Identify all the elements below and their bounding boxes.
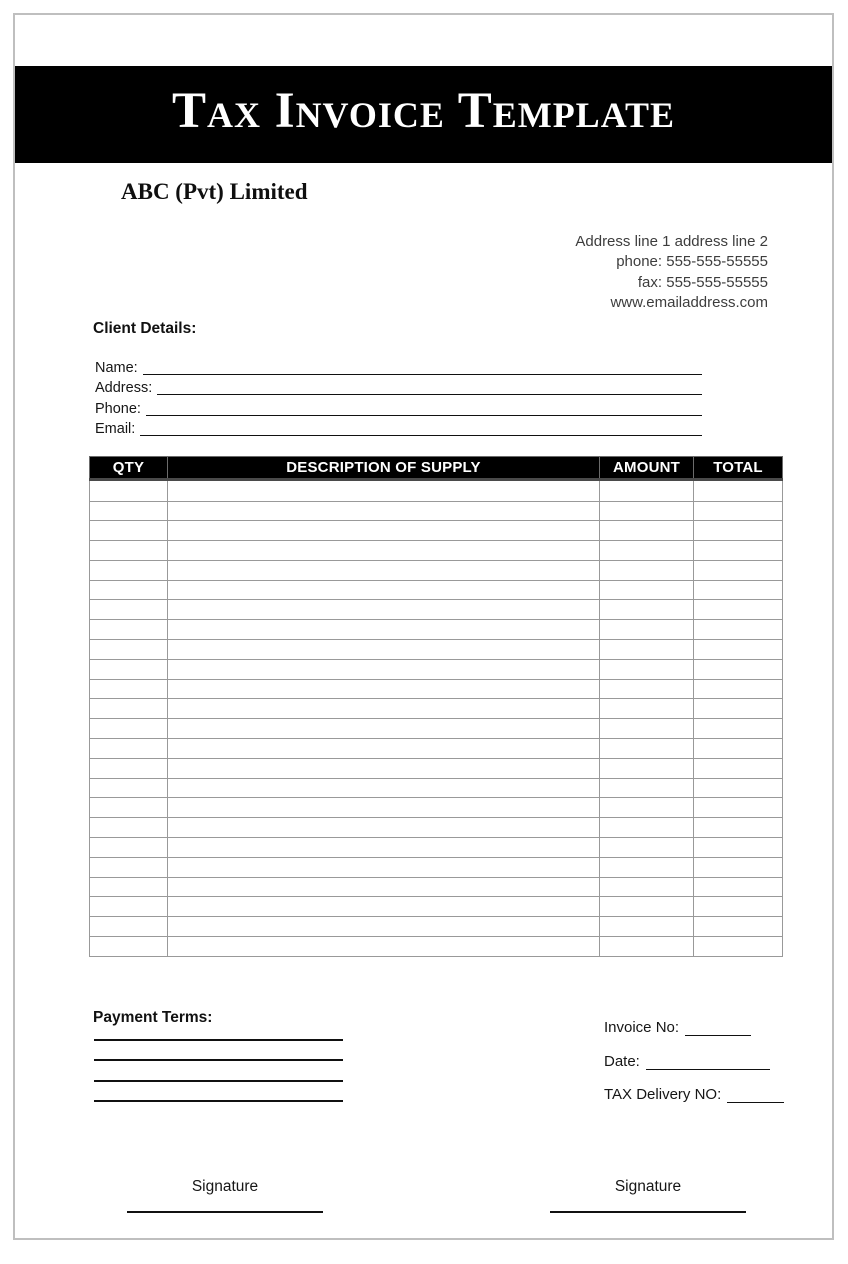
table-cell[interactable]	[600, 501, 694, 521]
table-cell[interactable]	[168, 897, 600, 917]
table-cell[interactable]	[694, 541, 783, 561]
table-cell[interactable]	[600, 937, 694, 957]
table-cell[interactable]	[600, 521, 694, 541]
table-row	[90, 501, 783, 521]
contact-block	[575, 232, 768, 313]
table-cell[interactable]	[694, 521, 783, 541]
table-cell[interactable]	[600, 838, 694, 858]
table-cell[interactable]	[168, 580, 600, 600]
table-cell[interactable]	[694, 480, 783, 502]
table-cell[interactable]	[168, 560, 600, 580]
table-cell[interactable]	[168, 917, 600, 937]
table-cell[interactable]	[168, 620, 600, 640]
table-cell[interactable]	[600, 798, 694, 818]
table-cell[interactable]	[600, 580, 694, 600]
table-cell[interactable]	[90, 521, 168, 541]
table-cell[interactable]	[168, 541, 600, 561]
table-row	[90, 917, 783, 937]
table-row	[90, 857, 783, 877]
invoice-page	[13, 13, 834, 1240]
table-cell[interactable]	[600, 640, 694, 660]
table-cell[interactable]	[600, 699, 694, 719]
table-cell[interactable]	[168, 679, 600, 699]
table-cell[interactable]	[694, 877, 783, 897]
table-cell[interactable]	[600, 541, 694, 561]
table-cell[interactable]	[168, 501, 600, 521]
table-cell[interactable]	[90, 679, 168, 699]
table-row	[90, 877, 783, 897]
table-cell[interactable]	[694, 659, 783, 679]
client-fields	[95, 356, 702, 438]
payment-terms-line[interactable]	[94, 1061, 343, 1082]
table-cell[interactable]	[600, 778, 694, 798]
table-row	[90, 719, 783, 739]
table-cell[interactable]	[90, 719, 168, 739]
table-cell[interactable]	[168, 739, 600, 759]
payment-terms-line[interactable]	[94, 1082, 343, 1103]
table-cell[interactable]	[168, 640, 600, 660]
table-row	[90, 620, 783, 640]
table-cell[interactable]	[168, 877, 600, 897]
table-cell[interactable]	[168, 758, 600, 778]
table-cell[interactable]	[168, 521, 600, 541]
payment-terms-line[interactable]	[94, 1020, 343, 1041]
table-row	[90, 480, 783, 502]
invoice-meta-block	[604, 1019, 784, 1120]
client-address-label: Address:	[95, 380, 153, 397]
signature-left-label: Signature	[191, 1178, 259, 1195]
table-cell[interactable]	[694, 917, 783, 937]
table-cell[interactable]	[694, 600, 783, 620]
table-cell[interactable]	[168, 798, 600, 818]
client-address-line[interactable]	[157, 381, 702, 395]
contact-fax: fax: 555-555-55555	[637, 273, 768, 291]
table-cell[interactable]	[90, 640, 168, 660]
table-row	[90, 897, 783, 917]
signature-left-line[interactable]	[127, 1211, 323, 1213]
table-cell[interactable]	[168, 838, 600, 858]
table-row	[90, 541, 783, 561]
column-header: DESCRIPTION OF SUPPLY	[168, 457, 600, 480]
client-email-label: Email:	[95, 421, 136, 438]
table-cell[interactable]	[600, 897, 694, 917]
table-cell[interactable]	[600, 758, 694, 778]
table-row	[90, 937, 783, 957]
table-cell[interactable]	[600, 659, 694, 679]
table-cell[interactable]	[90, 541, 168, 561]
table-cell[interactable]	[90, 480, 168, 502]
contact-website: www.emailaddress.com	[610, 293, 768, 311]
table-row	[90, 679, 783, 699]
table-cell[interactable]	[90, 758, 168, 778]
signature-right-line[interactable]	[550, 1211, 746, 1213]
table-cell[interactable]	[90, 897, 168, 917]
table-cell[interactable]	[90, 877, 168, 897]
table-cell[interactable]	[694, 897, 783, 917]
table-cell[interactable]	[90, 659, 168, 679]
table-cell[interactable]	[90, 798, 168, 818]
table-cell[interactable]	[694, 778, 783, 798]
client-email-line[interactable]	[140, 422, 702, 436]
table-cell[interactable]	[694, 501, 783, 521]
signature-block-left	[127, 1178, 323, 1213]
table-cell[interactable]	[90, 937, 168, 957]
table-cell[interactable]	[694, 580, 783, 600]
client-name-field	[95, 356, 702, 377]
table-cell[interactable]	[600, 560, 694, 580]
table-cell[interactable]	[694, 818, 783, 838]
signature-block-right	[550, 1178, 746, 1213]
table-cell[interactable]	[90, 917, 168, 937]
table-cell[interactable]	[600, 818, 694, 838]
table-row	[90, 560, 783, 580]
items-table-body	[90, 480, 783, 957]
table-cell[interactable]	[694, 937, 783, 957]
table-cell[interactable]	[694, 719, 783, 739]
table-row	[90, 580, 783, 600]
table-cell[interactable]	[694, 739, 783, 759]
table-cell[interactable]	[694, 699, 783, 719]
date-label: Date:	[604, 1052, 640, 1070]
table-row	[90, 758, 783, 778]
payment-terms-heading: Payment Terms:	[93, 1009, 213, 1026]
table-row	[90, 798, 783, 818]
table-cell[interactable]	[168, 719, 600, 739]
tax-delivery-line[interactable]	[727, 1091, 784, 1103]
client-name-line[interactable]	[143, 361, 702, 375]
payment-terms-lines	[94, 1020, 343, 1102]
table-cell[interactable]	[694, 857, 783, 877]
table-cell[interactable]	[90, 818, 168, 838]
payment-terms-line[interactable]	[94, 1041, 343, 1062]
table-cell[interactable]	[600, 877, 694, 897]
column-header: AMOUNT	[600, 457, 694, 480]
table-cell[interactable]	[90, 838, 168, 858]
table-cell[interactable]	[694, 640, 783, 660]
table-row	[90, 521, 783, 541]
table-cell[interactable]	[90, 778, 168, 798]
table-cell[interactable]	[90, 501, 168, 521]
client-phone-line[interactable]	[146, 402, 702, 416]
table-cell[interactable]	[168, 818, 600, 838]
table-cell[interactable]	[168, 857, 600, 877]
table-cell[interactable]	[694, 838, 783, 858]
table-cell[interactable]	[90, 560, 168, 580]
column-header: QTY	[90, 457, 168, 480]
table-cell[interactable]	[168, 480, 600, 502]
table-cell[interactable]	[90, 699, 168, 719]
date-field	[604, 1053, 784, 1070]
table-cell[interactable]	[90, 857, 168, 877]
signature-right-label: Signature	[614, 1178, 682, 1195]
items-table	[89, 456, 783, 957]
client-details-heading: Client Details:	[93, 320, 197, 337]
table-cell[interactable]	[694, 560, 783, 580]
table-cell[interactable]	[90, 739, 168, 759]
table-cell[interactable]	[168, 600, 600, 620]
table-cell[interactable]	[694, 620, 783, 640]
table-cell[interactable]	[168, 937, 600, 957]
table-cell[interactable]	[694, 679, 783, 699]
table-cell[interactable]	[168, 699, 600, 719]
table-cell[interactable]	[600, 739, 694, 759]
table-row	[90, 778, 783, 798]
table-cell[interactable]	[600, 719, 694, 739]
table-cell[interactable]	[600, 600, 694, 620]
table-cell[interactable]	[694, 758, 783, 778]
column-header: TOTAL	[694, 457, 783, 480]
table-row	[90, 640, 783, 660]
table-cell[interactable]	[694, 798, 783, 818]
table-cell[interactable]	[90, 600, 168, 620]
table-cell[interactable]	[600, 480, 694, 502]
company-name: ABC (Pvt) Limited	[121, 179, 308, 204]
date-line[interactable]	[646, 1058, 770, 1070]
client-name-label: Name:	[95, 359, 138, 376]
table-row	[90, 600, 783, 620]
table-cell[interactable]	[90, 620, 168, 640]
page-title: Tax Invoice Template	[171, 83, 676, 139]
title-banner	[15, 66, 832, 163]
invoice-no-field	[604, 1019, 784, 1036]
client-address-field	[95, 377, 702, 398]
invoice-no-label: Invoice No:	[604, 1019, 680, 1036]
table-row	[90, 739, 783, 759]
tax-delivery-label: TAX Delivery NO:	[604, 1086, 722, 1103]
table-cell[interactable]	[90, 580, 168, 600]
client-phone-label: Phone:	[95, 400, 141, 417]
table-cell[interactable]	[168, 659, 600, 679]
contact-address: Address line 1 address line 2	[575, 233, 768, 250]
contact-phone: phone: 555-555-55555	[616, 253, 768, 271]
table-row	[90, 818, 783, 838]
table-cell[interactable]	[168, 778, 600, 798]
tax-delivery-field	[604, 1086, 784, 1103]
table-row	[90, 699, 783, 719]
invoice-no-line[interactable]	[685, 1024, 751, 1036]
client-phone-field	[95, 397, 702, 418]
table-row	[90, 659, 783, 679]
table-cell[interactable]	[600, 679, 694, 699]
table-cell[interactable]	[600, 857, 694, 877]
client-email-field	[95, 418, 702, 439]
items-table-header-row	[90, 457, 783, 480]
table-cell[interactable]	[600, 917, 694, 937]
table-cell[interactable]	[600, 620, 694, 640]
table-row	[90, 838, 783, 858]
